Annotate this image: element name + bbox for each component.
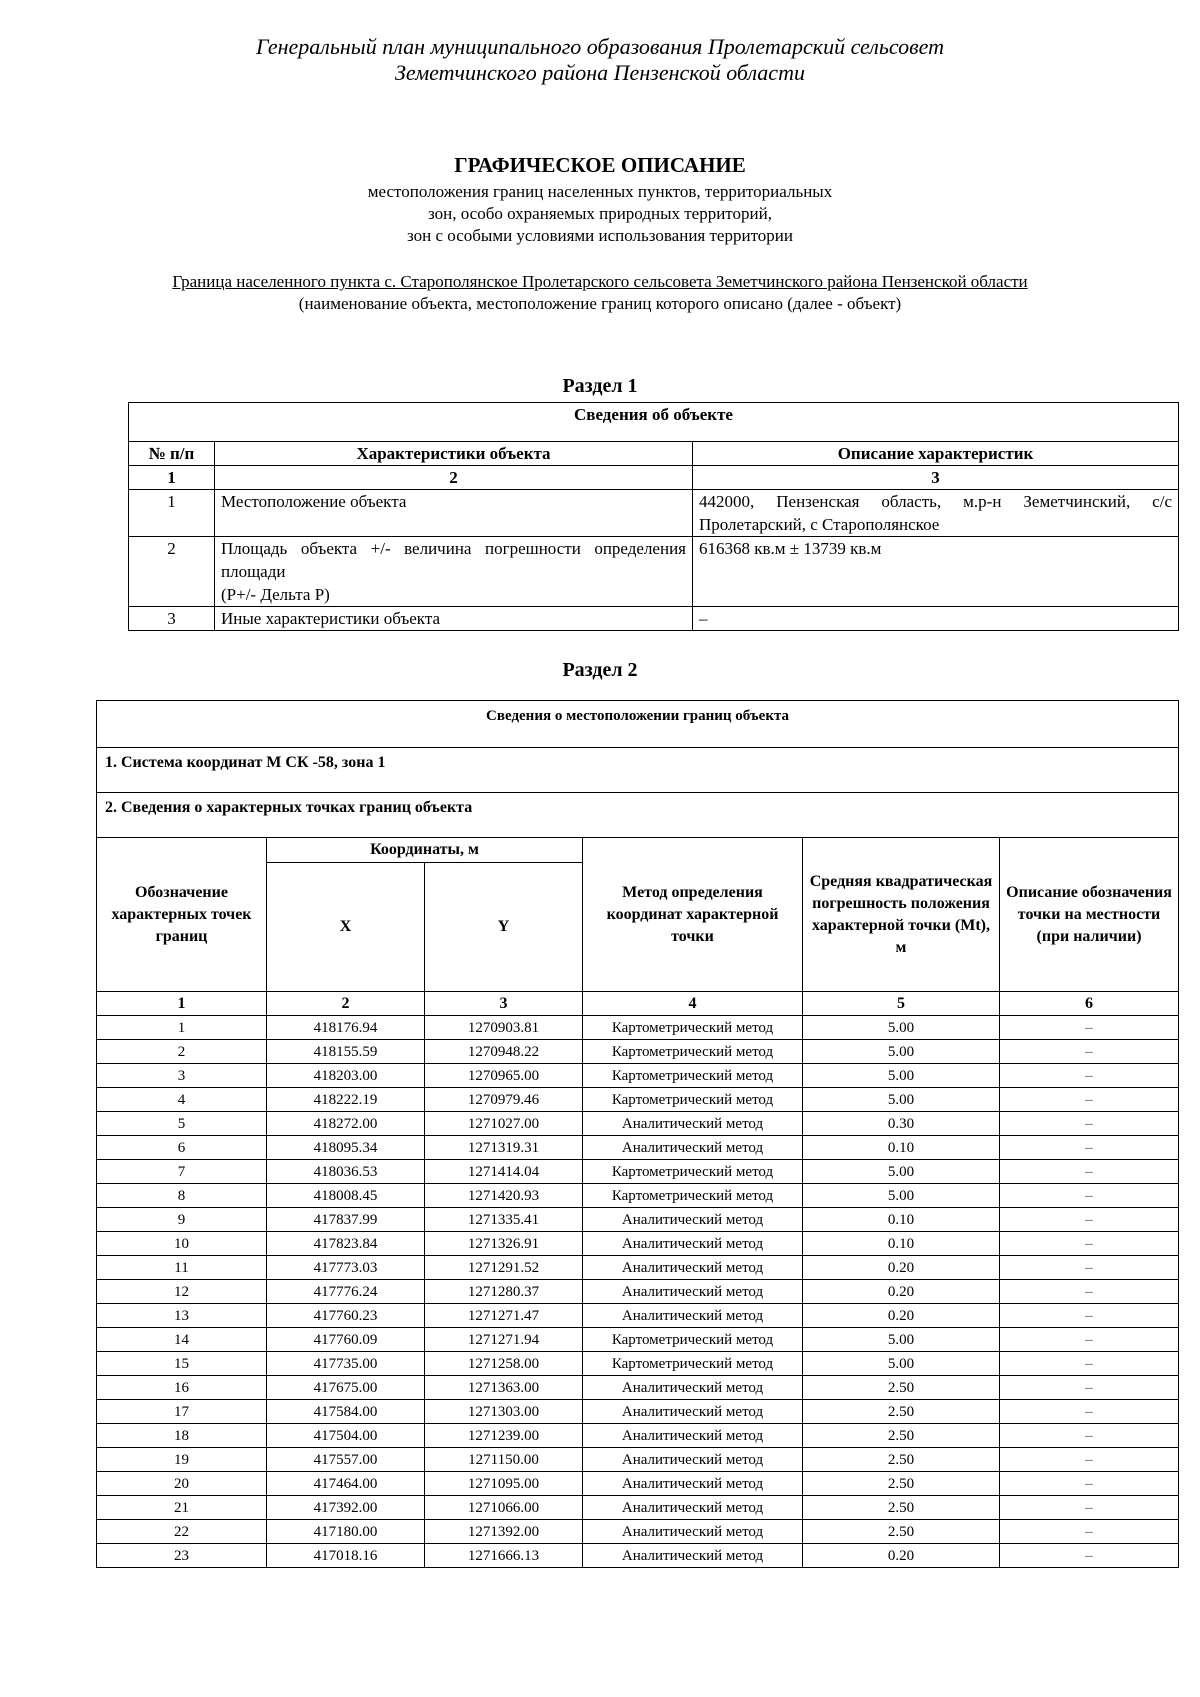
point-x: 418036.53 xyxy=(267,1160,425,1184)
point-method: Аналитический метод xyxy=(583,1232,803,1256)
row-number: 1 xyxy=(129,490,215,537)
point-x: 417464.00 xyxy=(267,1472,425,1496)
point-y: 1270903.81 xyxy=(425,1016,583,1040)
row-number: 3 xyxy=(129,607,215,631)
point-description: – xyxy=(1000,1472,1179,1496)
table-row xyxy=(97,1520,1179,1544)
point-error: 0.10 xyxy=(803,1136,1000,1160)
point-number: 6 xyxy=(97,1136,267,1160)
col-header-description: Описание обозначения точки на местности (при наличии) xyxy=(1000,838,1179,992)
object-name: Граница населенного пункта с. Старополянское Пролетарского сельсовета Земетчинского района Пензенской области xyxy=(172,272,1028,291)
point-x: 418155.59 xyxy=(267,1040,425,1064)
point-method: Аналитический метод xyxy=(583,1136,803,1160)
point-y: 1271280.37 xyxy=(425,1280,583,1304)
point-description: – xyxy=(1000,1136,1179,1160)
point-y: 1271150.00 xyxy=(425,1448,583,1472)
point-error: 5.00 xyxy=(803,1064,1000,1088)
point-error: 2.50 xyxy=(803,1448,1000,1472)
point-description: – xyxy=(1000,1112,1179,1136)
point-y: 1270979.46 xyxy=(425,1088,583,1112)
point-method: Аналитический метод xyxy=(583,1424,803,1448)
point-y: 1271258.00 xyxy=(425,1352,583,1376)
section-1-title: Раздел 1 xyxy=(562,375,638,397)
col-header-coords: Координаты, м xyxy=(267,838,583,863)
point-error: 5.00 xyxy=(803,1328,1000,1352)
point-x: 417018.16 xyxy=(267,1544,425,1568)
point-number: 16 xyxy=(97,1376,267,1400)
section-1-table-title: Сведения об объекте xyxy=(129,403,1179,442)
point-x: 417823.84 xyxy=(267,1232,425,1256)
point-description: – xyxy=(1000,1016,1179,1040)
point-error: 0.10 xyxy=(803,1232,1000,1256)
point-y: 1271027.00 xyxy=(425,1112,583,1136)
point-y: 1271392.00 xyxy=(425,1520,583,1544)
point-error: 0.20 xyxy=(803,1544,1000,1568)
table-row xyxy=(97,1448,1179,1472)
object-block xyxy=(0,271,1200,315)
point-method: Аналитический метод xyxy=(583,1112,803,1136)
col-number: 3 xyxy=(693,466,1179,490)
col-header-characteristic: Характеристики объекта xyxy=(215,442,693,466)
point-y: 1271291.52 xyxy=(425,1256,583,1280)
coordinate-system: 1. Система координат М СК -58, зона 1 xyxy=(97,748,1179,793)
point-number: 1 xyxy=(97,1016,267,1040)
header-line-1: Генеральный план муниципального образования Пролетарский сельсовет xyxy=(255,34,944,59)
table-row xyxy=(97,1232,1179,1256)
point-description: – xyxy=(1000,1256,1179,1280)
point-error: 0.30 xyxy=(803,1112,1000,1136)
point-number: 14 xyxy=(97,1328,267,1352)
point-method: Аналитический метод xyxy=(583,1208,803,1232)
point-number: 3 xyxy=(97,1064,267,1088)
point-number: 4 xyxy=(97,1088,267,1112)
point-method: Аналитический метод xyxy=(583,1520,803,1544)
point-y: 1271303.00 xyxy=(425,1400,583,1424)
point-error: 2.50 xyxy=(803,1424,1000,1448)
point-number: 10 xyxy=(97,1232,267,1256)
point-error: 2.50 xyxy=(803,1496,1000,1520)
point-description: – xyxy=(1000,1232,1179,1256)
subtitle-line-1: местоположения границ населенных пунктов, территориальных xyxy=(367,182,833,201)
point-x: 417180.00 xyxy=(267,1520,425,1544)
point-y: 1270948.22 xyxy=(425,1040,583,1064)
point-number: 12 xyxy=(97,1280,267,1304)
section-2-table-title: Сведения о местоположении границ объекта xyxy=(97,701,1179,748)
main-title: ГРАФИЧЕСКОЕ ОПИСАНИЕ xyxy=(454,153,746,177)
section-1-table xyxy=(128,402,1179,631)
section-2-table xyxy=(96,700,1179,1568)
point-x: 418222.19 xyxy=(267,1088,425,1112)
col-header-description: Описание характеристик xyxy=(693,442,1179,466)
point-description: – xyxy=(1000,1304,1179,1328)
col-header-x: X xyxy=(267,863,425,992)
point-error: 5.00 xyxy=(803,1088,1000,1112)
point-error: 0.20 xyxy=(803,1304,1000,1328)
col-number: 2 xyxy=(215,466,693,490)
col-header-number: № п/п xyxy=(129,442,215,466)
point-y: 1271239.00 xyxy=(425,1424,583,1448)
point-x: 417675.00 xyxy=(267,1376,425,1400)
row-name: Иные характеристики объекта xyxy=(215,607,693,631)
table-row xyxy=(97,1280,1179,1304)
col-number: 2 xyxy=(267,992,425,1016)
table-row xyxy=(97,1544,1179,1568)
col-number: 6 xyxy=(1000,992,1179,1016)
object-caption: (наименование объекта, местоположение границ которого описано (далее - объект) xyxy=(298,294,902,313)
point-description: – xyxy=(1000,1352,1179,1376)
row-value: 442000, Пензенская область, м.р-н Земетчинский, с/с Пролетарский, с Старополянское xyxy=(693,490,1179,537)
table-row xyxy=(97,1304,1179,1328)
point-error: 5.00 xyxy=(803,1352,1000,1376)
table-row xyxy=(129,490,1179,537)
point-method: Картометрический метод xyxy=(583,1184,803,1208)
subtitle-line-3: зон с особыми условиями использования территории xyxy=(407,226,793,245)
point-method: Картометрический метод xyxy=(583,1160,803,1184)
row-name: Местоположение объекта xyxy=(215,490,693,537)
point-description: – xyxy=(1000,1184,1179,1208)
subtitle xyxy=(0,181,1200,247)
point-x: 417760.23 xyxy=(267,1304,425,1328)
point-x: 418095.34 xyxy=(267,1136,425,1160)
point-number: 23 xyxy=(97,1544,267,1568)
point-y: 1271066.00 xyxy=(425,1496,583,1520)
point-error: 2.50 xyxy=(803,1520,1000,1544)
point-method: Аналитический метод xyxy=(583,1256,803,1280)
col-header-designation: Обозначение характерных точек границ xyxy=(97,838,267,992)
point-x: 417837.99 xyxy=(267,1208,425,1232)
point-description: – xyxy=(1000,1376,1179,1400)
table-row xyxy=(97,1088,1179,1112)
table-row xyxy=(97,1496,1179,1520)
table-row xyxy=(129,607,1179,631)
point-description: – xyxy=(1000,1208,1179,1232)
point-error: 2.50 xyxy=(803,1376,1000,1400)
point-number: 8 xyxy=(97,1184,267,1208)
point-x: 417735.00 xyxy=(267,1352,425,1376)
table-row xyxy=(97,1256,1179,1280)
table-row xyxy=(97,1376,1179,1400)
point-method: Аналитический метод xyxy=(583,1304,803,1328)
point-error: 5.00 xyxy=(803,1016,1000,1040)
row-value: 616368 кв.м ± 13739 кв.м xyxy=(693,537,1179,607)
point-method: Аналитический метод xyxy=(583,1448,803,1472)
col-header-error: Средняя квадратическая погрешность положения характерной точки (Mt), м xyxy=(803,838,1000,992)
point-description: – xyxy=(1000,1496,1179,1520)
point-description: – xyxy=(1000,1064,1179,1088)
point-method: Картометрический метод xyxy=(583,1040,803,1064)
table-row xyxy=(97,1064,1179,1088)
point-description: – xyxy=(1000,1424,1179,1448)
col-header-method: Метод определения координат характерной точки xyxy=(583,838,803,992)
row-name: Площадь объекта +/- величина погрешности определения площади xyxy=(221,539,686,581)
point-y: 1271319.31 xyxy=(425,1136,583,1160)
point-number: 21 xyxy=(97,1496,267,1520)
point-error: 0.20 xyxy=(803,1280,1000,1304)
table-row xyxy=(97,1424,1179,1448)
point-y: 1270965.00 xyxy=(425,1064,583,1088)
points-title: 2. Сведения о характерных точках границ объекта xyxy=(97,793,1179,838)
point-y: 1271271.47 xyxy=(425,1304,583,1328)
table-row xyxy=(97,1040,1179,1064)
point-error: 2.50 xyxy=(803,1400,1000,1424)
point-description: – xyxy=(1000,1040,1179,1064)
point-method: Картометрический метод xyxy=(583,1088,803,1112)
point-x: 418008.45 xyxy=(267,1184,425,1208)
point-y: 1271666.13 xyxy=(425,1544,583,1568)
point-method: Аналитический метод xyxy=(583,1376,803,1400)
point-description: – xyxy=(1000,1448,1179,1472)
point-description: – xyxy=(1000,1160,1179,1184)
point-method: Аналитический метод xyxy=(583,1544,803,1568)
point-x: 417760.09 xyxy=(267,1328,425,1352)
point-method: Аналитический метод xyxy=(583,1472,803,1496)
point-description: – xyxy=(1000,1280,1179,1304)
point-error: 5.00 xyxy=(803,1040,1000,1064)
point-number: 20 xyxy=(97,1472,267,1496)
row-value: – xyxy=(693,607,1179,631)
point-y: 1271414.04 xyxy=(425,1160,583,1184)
point-description: – xyxy=(1000,1400,1179,1424)
point-error: 2.50 xyxy=(803,1472,1000,1496)
col-number: 1 xyxy=(129,466,215,490)
point-x: 418203.00 xyxy=(267,1064,425,1088)
point-number: 13 xyxy=(97,1304,267,1328)
point-description: – xyxy=(1000,1544,1179,1568)
table-row xyxy=(97,1208,1179,1232)
table-row xyxy=(97,1112,1179,1136)
point-error: 0.10 xyxy=(803,1208,1000,1232)
point-x: 418176.94 xyxy=(267,1016,425,1040)
table-row xyxy=(97,1016,1179,1040)
point-y: 1271363.00 xyxy=(425,1376,583,1400)
point-y: 1271335.41 xyxy=(425,1208,583,1232)
point-y: 1271326.91 xyxy=(425,1232,583,1256)
point-number: 7 xyxy=(97,1160,267,1184)
point-number: 2 xyxy=(97,1040,267,1064)
point-number: 17 xyxy=(97,1400,267,1424)
table-row xyxy=(97,1328,1179,1352)
table-row xyxy=(97,1184,1179,1208)
col-header-y: Y xyxy=(425,863,583,992)
table-row xyxy=(97,1160,1179,1184)
point-method: Аналитический метод xyxy=(583,1496,803,1520)
point-error: 5.00 xyxy=(803,1184,1000,1208)
table-row xyxy=(97,1400,1179,1424)
table-row xyxy=(129,537,1179,607)
point-number: 9 xyxy=(97,1208,267,1232)
table-row xyxy=(97,1472,1179,1496)
point-method: Картометрический метод xyxy=(583,1016,803,1040)
point-x: 418272.00 xyxy=(267,1112,425,1136)
point-method: Картометрический метод xyxy=(583,1064,803,1088)
point-number: 18 xyxy=(97,1424,267,1448)
row-name-formula: (Р+/- Дельта Р) xyxy=(221,585,330,604)
point-description: – xyxy=(1000,1328,1179,1352)
point-y: 1271420.93 xyxy=(425,1184,583,1208)
point-method: Аналитический метод xyxy=(583,1400,803,1424)
col-number: 1 xyxy=(97,992,267,1016)
document-header xyxy=(0,34,1200,86)
point-x: 417504.00 xyxy=(267,1424,425,1448)
point-error: 5.00 xyxy=(803,1160,1000,1184)
point-method: Картометрический метод xyxy=(583,1328,803,1352)
subtitle-line-2: зон, особо охраняемых природных территорий, xyxy=(428,204,772,223)
col-number: 5 xyxy=(803,992,1000,1016)
point-number: 15 xyxy=(97,1352,267,1376)
col-number: 3 xyxy=(425,992,583,1016)
point-x: 417584.00 xyxy=(267,1400,425,1424)
point-number: 11 xyxy=(97,1256,267,1280)
point-number: 5 xyxy=(97,1112,267,1136)
point-error: 0.20 xyxy=(803,1256,1000,1280)
points-body xyxy=(97,1016,1179,1568)
point-description: – xyxy=(1000,1088,1179,1112)
point-description: – xyxy=(1000,1520,1179,1544)
point-method: Аналитический метод xyxy=(583,1280,803,1304)
header-line-2: Земетчинского района Пензенской области xyxy=(395,60,805,85)
point-x: 417392.00 xyxy=(267,1496,425,1520)
table-row xyxy=(97,1136,1179,1160)
point-method: Картометрический метод xyxy=(583,1352,803,1376)
row-name-cell xyxy=(215,537,693,607)
table-row xyxy=(97,1352,1179,1376)
section-2-title: Раздел 2 xyxy=(562,659,638,681)
point-y: 1271095.00 xyxy=(425,1472,583,1496)
point-number: 19 xyxy=(97,1448,267,1472)
col-number: 4 xyxy=(583,992,803,1016)
row-number: 2 xyxy=(129,537,215,607)
point-x: 417776.24 xyxy=(267,1280,425,1304)
point-x: 417773.03 xyxy=(267,1256,425,1280)
point-number: 22 xyxy=(97,1520,267,1544)
point-x: 417557.00 xyxy=(267,1448,425,1472)
point-y: 1271271.94 xyxy=(425,1328,583,1352)
